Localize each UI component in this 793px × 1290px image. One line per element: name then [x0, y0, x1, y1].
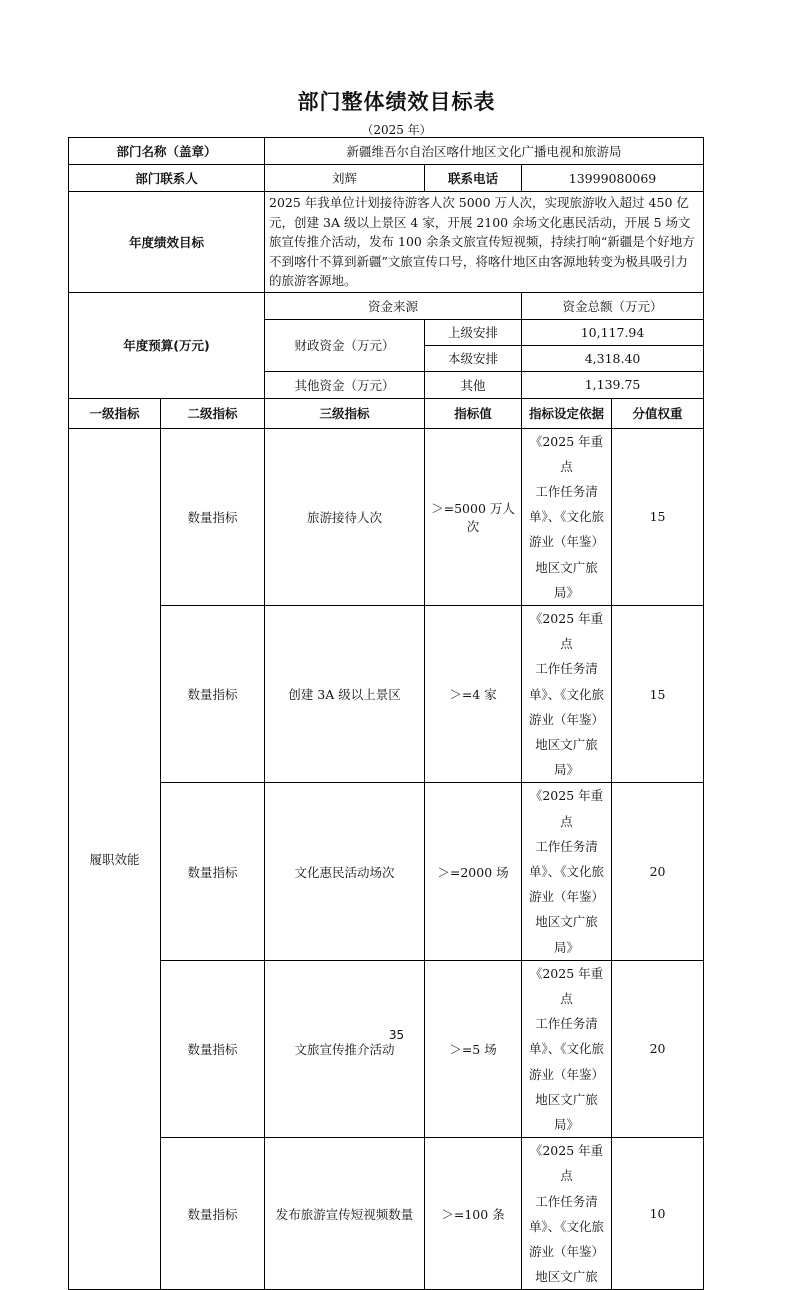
level2-indicator: 数量指标	[161, 605, 265, 782]
indicator-basis	[522, 428, 612, 605]
indicator-weight: 20	[612, 960, 704, 1137]
table-row	[69, 1138, 704, 1290]
indicator-basis	[522, 960, 612, 1137]
basis-line: 局》	[554, 1116, 580, 1132]
indicator-value: ＞=100 条	[425, 1138, 522, 1290]
other-value: 1,139.75	[522, 371, 704, 398]
fiscal-funds-label: 财政资金（万元）	[265, 319, 425, 371]
fund-total-header: 资金总额（万元）	[522, 292, 704, 319]
basis-line: 局》	[554, 584, 580, 600]
local-level-value: 4,318.40	[522, 345, 704, 371]
basis-line: 《2025 年重点	[529, 610, 604, 652]
indicator-value: ＞=5000 万人次	[425, 428, 522, 605]
level3-indicator: 旅游接待人次	[265, 428, 425, 605]
basis-line: 《2025 年重点	[529, 1143, 604, 1184]
basis-line: 工作任务清	[535, 661, 598, 677]
level3-indicator: 创建 3A 级以上景区	[265, 605, 425, 782]
basis-line: 单》、《文化旅	[529, 863, 605, 879]
level2-indicator: 数量指标	[161, 1138, 265, 1290]
upper-level-value: 10,117.94	[522, 319, 704, 345]
header-basis: 指标设定依据	[522, 398, 612, 428]
dept-name-label: 部门名称（盖章）	[69, 138, 265, 165]
indicator-header-row	[69, 398, 704, 428]
annual-goal-text: 2025 年我单位计划接待游客人次 5000 万人次，实现旅游收入超过 450 亿元，创建 3A 级以上景区 4 家，开展 2100 余场文化惠民活动，开展 5 场文旅宣传推介活动，发布 100 余条文旅宣传短视频，持续打响“新疆是个好地方不到喀什不算到新疆”文旅宣传口号，将喀什地区由客源地转变为极具吸引力的旅游客源地。	[265, 192, 704, 293]
basis-line: 地区文广旅	[535, 1091, 598, 1107]
level2-indicator: 数量指标	[161, 428, 265, 605]
basis-line: 工作任务清	[535, 838, 598, 854]
table-row	[69, 428, 704, 605]
table-row	[69, 605, 704, 782]
year-label: （2025 年）	[361, 123, 432, 137]
phone-label: 联系电话	[425, 165, 522, 192]
other-label: 其他	[425, 371, 522, 398]
level3-indicator: 发布旅游宣传短视频数量	[265, 1138, 425, 1290]
level2-indicator: 数量指标	[161, 783, 265, 960]
basis-line: 工作任务清	[535, 1016, 598, 1032]
page-title: 部门整体绩效目标表	[297, 90, 496, 114]
header-value: 指标值	[425, 398, 522, 428]
basis-line: 工作任务清	[535, 483, 598, 499]
header-weight: 分值权重	[612, 398, 704, 428]
basis-line: 局》	[554, 762, 580, 778]
indicator-weight: 10	[612, 1138, 704, 1290]
header-level3: 三级指标	[265, 398, 425, 428]
table-row	[69, 960, 704, 1137]
basis-line: 游业（年鉴）	[529, 1244, 605, 1259]
basis-line: 地区文广旅	[535, 559, 598, 575]
indicator-value: ＞=2000 场	[425, 783, 522, 960]
fund-source-header: 资金来源	[265, 292, 522, 319]
basis-line: 工作任务清	[535, 1193, 598, 1209]
basis-line: 游业（年鉴）	[529, 534, 605, 550]
basis-line: 《2025 年重点	[529, 788, 604, 829]
header-level2: 二级指标	[161, 398, 265, 428]
dept-name-value: 新疆维吾尔自治区喀什地区文化广播电视和旅游局	[265, 138, 704, 165]
indicator-weight: 15	[612, 605, 704, 782]
indicator-weight: 20	[612, 783, 704, 960]
basis-line: 《2025 年重点	[529, 433, 604, 474]
annual-budget-label: 年度预算(万元)	[69, 292, 265, 398]
basis-line: 局》	[554, 939, 580, 955]
basis-line: 游业（年鉴）	[529, 1066, 605, 1082]
performance-table	[68, 137, 704, 1290]
basis-line: 游业（年鉴）	[529, 711, 605, 727]
indicator-weight: 15	[612, 428, 704, 605]
basis-line: 游业（年鉴）	[529, 889, 605, 905]
indicator-basis	[522, 605, 612, 782]
indicator-basis	[522, 783, 612, 960]
basis-line: 单》、《文化旅	[529, 686, 605, 702]
local-level-label: 本级安排	[425, 345, 522, 371]
dept-contact-value: 刘辉	[265, 165, 425, 192]
basis-line: 单》、《文化旅	[529, 509, 605, 525]
basis-line: 地区文广旅	[535, 1269, 598, 1285]
table-row	[69, 783, 704, 960]
phone-value: 13999080069	[522, 165, 704, 192]
annual-goal-label: 年度绩效目标	[69, 192, 265, 293]
level1-indicator: 履职效能	[69, 428, 161, 1290]
level3-indicator: 文化惠民活动场次	[265, 783, 425, 960]
upper-level-label: 上级安排	[425, 319, 522, 345]
other-funds-label: 其他资金（万元）	[265, 371, 425, 398]
basis-line: 地区文广旅	[535, 736, 598, 752]
page-number: 35	[388, 1028, 405, 1042]
basis-line: 地区文广旅	[535, 914, 598, 930]
basis-line: 单》、《文化旅	[529, 1218, 605, 1234]
dept-contact-label: 部门联系人	[69, 165, 265, 192]
basis-line: 单》、《文化旅	[529, 1041, 605, 1057]
level2-indicator: 数量指标	[161, 960, 265, 1137]
indicator-value: ＞=5 场	[425, 960, 522, 1137]
level3-indicator: 文旅宣传推介活动	[265, 960, 425, 1137]
indicator-value: ＞=4 家	[425, 605, 522, 782]
indicator-basis	[522, 1138, 612, 1290]
header-level1: 一级指标	[69, 398, 161, 428]
basis-line: 《2025 年重点	[529, 965, 604, 1006]
